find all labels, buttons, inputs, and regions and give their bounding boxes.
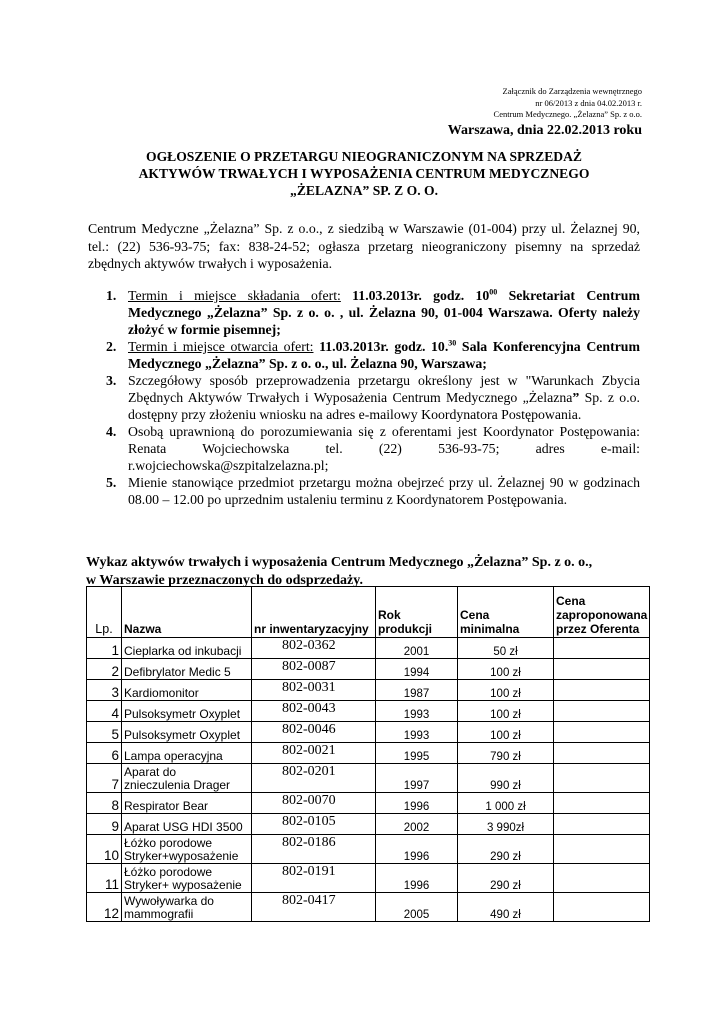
table-row: [87, 814, 650, 835]
cell-lp: 12: [87, 893, 122, 922]
cell-inventory-number: 802-0201: [252, 764, 376, 793]
cell-lp: 1: [87, 638, 122, 659]
name-line: Kardiomonitor: [124, 686, 199, 700]
place-date: Warszawa, dnia 22.02.2013 roku: [447, 122, 642, 138]
header-line: Załącznik do Zarządzenia wewnętrznego: [502, 86, 642, 96]
table-body: [87, 638, 650, 922]
name-line: Wywoływarka do: [124, 894, 214, 908]
cell-year: 2002: [376, 814, 458, 835]
item-text: Osobą uprawnioną do porozumiewania się z oferentami jest Koordynator Postępowania: Renata Wojciechowska tel. (22) 536-93-75; adres e-mail: r.wojciechowska@szpitalzelazna.pl;: [128, 424, 640, 473]
cell-lp: 8: [87, 793, 122, 814]
intro-paragraph: Centrum Medyczne „Żelazna” Sp. z o.o., z siedzibą w Warszawie (01-004) przy ul. Żelaznej 90, tel.: (22) 536-93-75; fax: 838-24-52; ogłasza przetarg nieograniczony pisemny na sprzedaż zbędnych aktywów trwałych i wyposażenia.: [88, 221, 640, 271]
table-row: [87, 659, 650, 680]
cell-min-price: 100 zł: [458, 659, 554, 680]
cell-inventory-number: 802-0070: [252, 793, 376, 814]
item-label: Termin i miejsce składania ofert:: [128, 288, 341, 303]
title-line: OGŁOSZENIE O PRZETARGU NIEOGRANICZONYM NA SPRZEDAŻ: [146, 149, 582, 164]
assets-table: [86, 586, 650, 922]
column-header-name: Nazwa: [122, 587, 252, 638]
cell-lp: 5: [87, 722, 122, 743]
item-number: 4.: [106, 424, 117, 439]
cell-offer-price[interactable]: [554, 864, 650, 893]
name-line: Pulsoksymetr Oxyplet: [124, 707, 241, 721]
item-text: Mienie stanowiące przedmiot przetargu można obejrzeć przy ul. Żelaznej 90 w godzinach 08.00 – 12.00 po uprzednim ustaleniu terminu z Koordynatorem Postępowania.: [128, 475, 640, 507]
cell-year: 1994: [376, 659, 458, 680]
cell-year: 2005: [376, 893, 458, 922]
table-row: [87, 864, 650, 893]
name-line: Łóżko porodowe: [124, 865, 213, 879]
cell-name: [122, 659, 252, 680]
header-line: nr 06/2013 z dnia 04.02.2013 r.: [535, 97, 642, 108]
cell-name: [122, 680, 252, 701]
cell-lp: 3: [87, 680, 122, 701]
table-row: [87, 743, 650, 764]
cell-inventory-number: 802-0031: [252, 680, 376, 701]
cell-inventory-number: 802-0087: [252, 659, 376, 680]
name-line: znieczulenia Drager: [124, 778, 231, 792]
table-heading: [86, 554, 646, 589]
cell-inventory-number: 802-0191: [252, 864, 376, 893]
table-heading-line: w Warszawie przeznaczonych do odsprzedaży.: [86, 572, 363, 588]
item-text: Sp. z o.o. dostępny przy złożeniu wniosku na adres e-mailowy Koordynatora Postępowania.: [128, 390, 640, 422]
name-line: Cieplarka od inkubacji: [124, 644, 242, 658]
cell-offer-price[interactable]: [554, 701, 650, 722]
cell-name: [122, 835, 252, 864]
cell-min-price: 1 000 zł: [458, 793, 554, 814]
cell-lp: 10: [87, 835, 122, 864]
table-row: [87, 764, 650, 793]
list-item: [106, 338, 640, 372]
item-number: 1.: [106, 288, 117, 303]
table-row: [87, 680, 650, 701]
cell-offer-price[interactable]: [554, 814, 650, 835]
cell-year: 1996: [376, 864, 458, 893]
cell-year: 1995: [376, 743, 458, 764]
cell-min-price: 290 zł: [458, 864, 554, 893]
cell-offer-price[interactable]: [554, 722, 650, 743]
cell-name: [122, 864, 252, 893]
cell-name: [122, 701, 252, 722]
cell-lp: 2: [87, 659, 122, 680]
cell-offer-price[interactable]: [554, 793, 650, 814]
cell-lp: 6: [87, 743, 122, 764]
title-line: „ŻELAZNA” SP. Z O. O.: [290, 183, 438, 198]
cell-year: 1993: [376, 701, 458, 722]
cell-inventory-number: 802-0186: [252, 835, 376, 864]
cell-offer-price[interactable]: [554, 893, 650, 922]
header-line: Centrum Medycznego. „Żelazna” Sp. z o.o.: [493, 109, 642, 119]
header-text: przez Oferenta: [556, 622, 640, 636]
cell-inventory-number: 802-0046: [252, 722, 376, 743]
cell-min-price: 790 zł: [458, 743, 554, 764]
column-header-price: Cena minimalna: [458, 587, 554, 638]
cell-min-price: 990 zł: [458, 764, 554, 793]
list-item: [106, 372, 640, 423]
header-text: Cena: [556, 594, 586, 608]
column-header-year: [376, 587, 458, 638]
item-text: Szczegółowy sposób przeprowadzenia przetargu określony jest w "Warunkach Zbycia Zbędnych Aktywów Trwałych i Wyposażenia Centrum Medycznego „Żelazna: [128, 373, 640, 405]
cell-offer-price[interactable]: [554, 659, 650, 680]
cell-lp: 7: [87, 764, 122, 793]
cell-inventory-number: 802-0043: [252, 701, 376, 722]
cell-offer-price[interactable]: [554, 835, 650, 864]
name-line: Pulsoksymetr Oxyplet: [124, 728, 241, 742]
cell-min-price: 100 zł: [458, 722, 554, 743]
cell-min-price: 100 zł: [458, 701, 554, 722]
name-line: Stryker+wyposażenie: [124, 849, 239, 863]
item-label: Termin i miejsce otwarcia ofert:: [128, 339, 314, 354]
name-line: Defibrylator Medic 5: [124, 665, 231, 679]
cell-offer-price[interactable]: [554, 764, 650, 793]
cell-min-price: 490 zł: [458, 893, 554, 922]
cell-name: [122, 893, 252, 922]
document-title: [88, 148, 640, 199]
item-number: 2.: [106, 339, 117, 354]
item-date: 11.03.2013r. godz. 10.: [313, 339, 449, 354]
table-row: [87, 701, 650, 722]
table-row: [87, 638, 650, 659]
name-line: Respirator Bear: [124, 799, 209, 813]
header-text: produkcji: [378, 622, 433, 636]
cell-name: [122, 743, 252, 764]
column-header-inventory: nr inwentaryzacyjny: [252, 587, 376, 638]
cell-year: 1997: [376, 764, 458, 793]
cell-year: 1993: [376, 722, 458, 743]
cell-offer-price[interactable]: [554, 680, 650, 701]
name-line: Lampa operacyjna: [124, 749, 223, 763]
cell-name: [122, 793, 252, 814]
cell-inventory-number: 802-0417: [252, 893, 376, 922]
table-row: [87, 893, 650, 922]
cell-year: 1996: [376, 835, 458, 864]
cell-min-price: 290 zł: [458, 835, 554, 864]
item-time-minutes: 00: [489, 287, 498, 297]
item-number: 3.: [106, 373, 117, 388]
cell-year: 1987: [376, 680, 458, 701]
cell-min-price: 100 zł: [458, 680, 554, 701]
list-item: [106, 423, 640, 474]
attachment-header: [448, 86, 642, 140]
table-heading-line: Wykaz aktywów trwałych i wyposażenia Centrum Medycznego „Żelazna” Sp. z o. o.,: [86, 555, 593, 570]
name-line: mammografii: [124, 907, 194, 921]
table-row: [87, 722, 650, 743]
cell-lp: 11: [87, 864, 122, 893]
cell-inventory-number: 802-0021: [252, 743, 376, 764]
item-place: Sala Konferencyjna Centrum Medycznego „Żelazna” Sp. z o. o., ul. Żelazna 90, Warszawa;: [128, 339, 640, 371]
cell-inventory-number: 802-0105: [252, 814, 376, 835]
cell-name: [122, 764, 252, 793]
cell-name: [122, 814, 252, 835]
name-line: Stryker+ wyposażenie: [124, 878, 242, 892]
item-place: Sekretariat Centrum Medycznego „Żelazna” Sp. z o. o. , ul. Żelazna 90, 01-004 Warszawa. Oferty należy złożyć w formie pisemnej;: [128, 288, 640, 337]
column-header-lp: Lp.: [87, 587, 122, 638]
item-time-minutes: 30: [448, 338, 457, 348]
cell-offer-price[interactable]: [554, 638, 650, 659]
cell-lp: 9: [87, 814, 122, 835]
column-header-offer: [554, 587, 650, 638]
cell-lp: 4: [87, 701, 122, 722]
table-row: [87, 835, 650, 864]
cell-year: 1996: [376, 793, 458, 814]
name-line: Łóżko porodowe: [124, 836, 213, 850]
list-item: [106, 474, 640, 508]
name-line: Aparat USG HDI 3500: [124, 820, 243, 834]
title-line: AKTYWÓW TRWAŁYCH I WYPOSAŻENIA CENTRUM MEDYCZNEGO: [138, 166, 590, 181]
name-line: Aparat do: [124, 765, 177, 779]
cell-name: [122, 722, 252, 743]
list-item: [106, 287, 640, 338]
item-quote: ”: [572, 390, 580, 405]
cell-offer-price[interactable]: [554, 743, 650, 764]
item-date: 11.03.2013r. godz. 10: [340, 288, 490, 303]
table-header-row: [87, 587, 650, 638]
cell-name: [122, 638, 252, 659]
cell-min-price: 50 zł: [458, 638, 554, 659]
cell-inventory-number: 802-0362: [252, 638, 376, 659]
cell-min-price: 3 990zł: [458, 814, 554, 835]
item-number: 5.: [106, 475, 117, 490]
header-text: Rok: [378, 608, 401, 622]
cell-year: 2001: [376, 638, 458, 659]
announcement-items: [106, 287, 640, 508]
header-text: zaproponowana: [556, 608, 648, 622]
table-row: [87, 793, 650, 814]
